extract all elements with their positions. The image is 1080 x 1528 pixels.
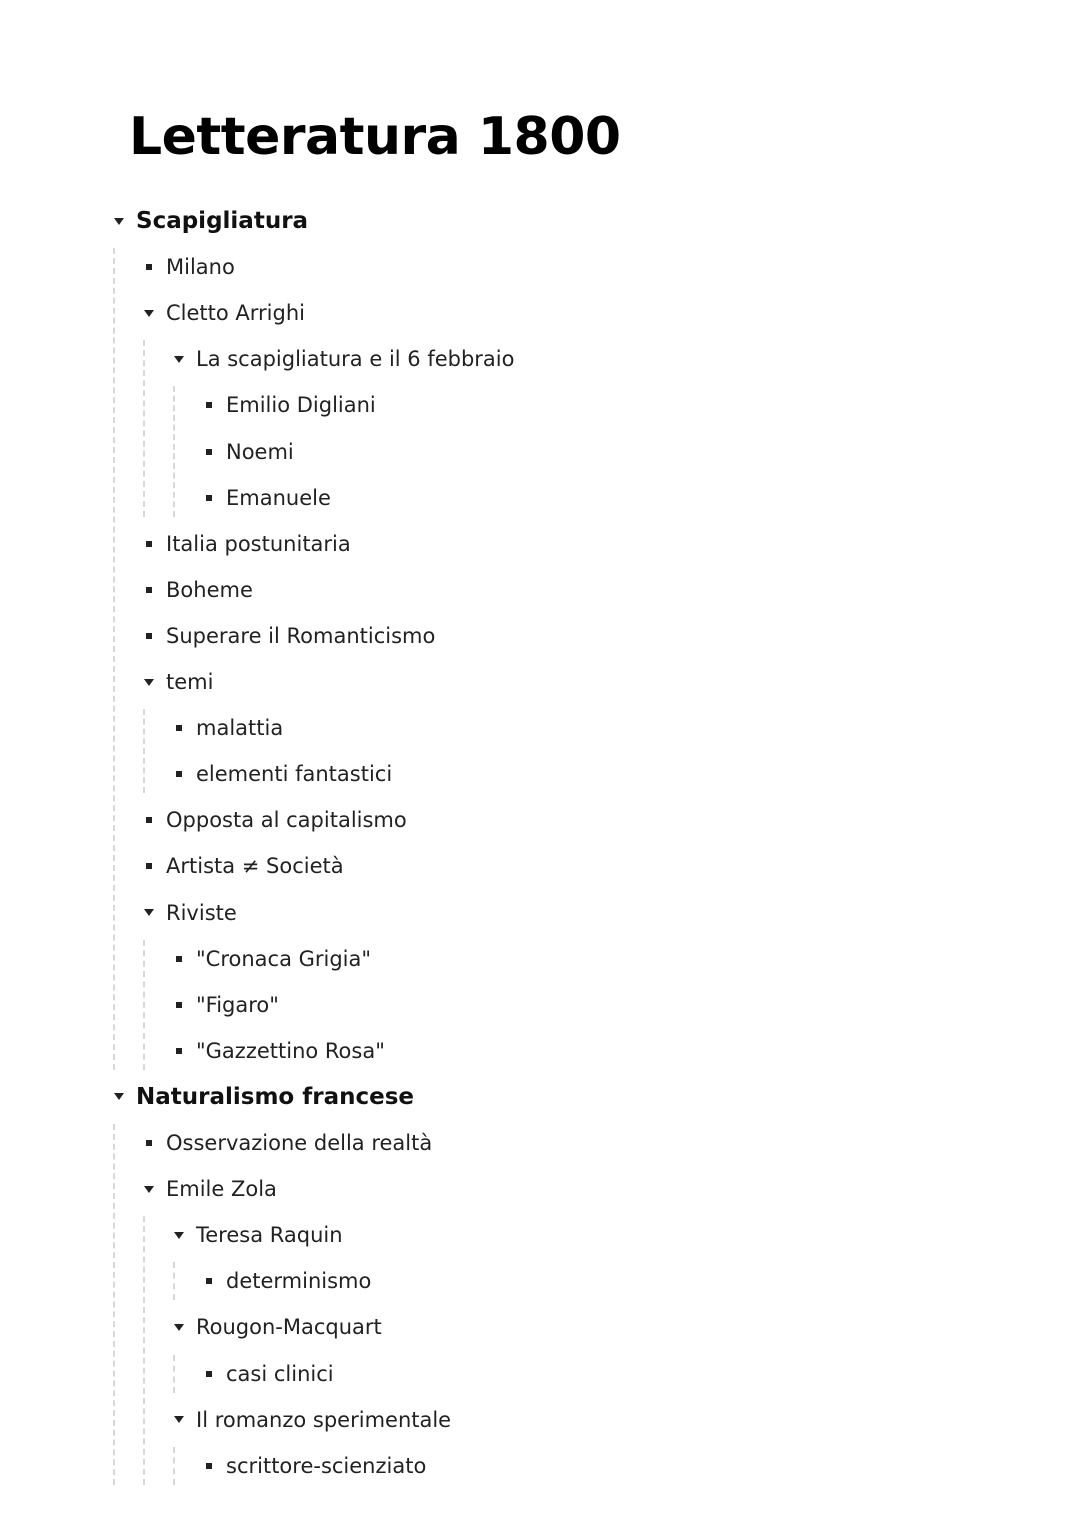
indent-guide-line bbox=[143, 1216, 145, 1485]
bullet-icon bbox=[196, 1443, 226, 1489]
item-label[interactable]: La scapigliatura e il 6 febbraio bbox=[196, 347, 515, 372]
bullet-icon bbox=[136, 244, 166, 290]
collapse-toggle-icon[interactable] bbox=[166, 1212, 196, 1258]
bullet-icon bbox=[196, 429, 226, 475]
indent-guide-line bbox=[143, 340, 145, 516]
triangle-down-icon bbox=[144, 679, 154, 686]
item-label[interactable]: Emile Zola bbox=[166, 1177, 277, 1202]
outline-heading-scapigliatura[interactable] bbox=[106, 198, 308, 244]
triangle-down-icon bbox=[174, 1416, 184, 1423]
outline-heading-naturalismo-francese[interactable] bbox=[106, 1074, 414, 1120]
item-label[interactable]: Emilio Digliani bbox=[226, 393, 376, 418]
indent-guide-line bbox=[173, 1262, 175, 1300]
collapse-toggle-icon[interactable] bbox=[166, 336, 196, 382]
outline-item-emanuele[interactable] bbox=[196, 475, 331, 521]
square-bullet-icon bbox=[206, 449, 212, 455]
collapse-toggle-icon[interactable] bbox=[136, 890, 166, 936]
item-label[interactable]: casi clinici bbox=[226, 1361, 334, 1386]
square-bullet-icon bbox=[146, 817, 152, 823]
item-label[interactable]: scrittore-scienziato bbox=[226, 1453, 427, 1478]
item-label[interactable]: Emanuele bbox=[226, 485, 331, 510]
item-label[interactable]: "Cronaca Grigia" bbox=[196, 946, 372, 971]
collapse-toggle-icon[interactable] bbox=[136, 659, 166, 705]
outline-item-rougon-macquart[interactable] bbox=[166, 1304, 382, 1350]
outline-item-osservazione-della-realt[interactable] bbox=[136, 1120, 432, 1166]
item-label[interactable]: determinismo bbox=[226, 1269, 372, 1294]
square-bullet-icon bbox=[146, 633, 152, 639]
triangle-down-icon bbox=[174, 1232, 184, 1239]
square-bullet-icon bbox=[146, 863, 152, 869]
indent-guide-line bbox=[173, 386, 175, 516]
bullet-icon bbox=[166, 1028, 196, 1074]
bullet-icon bbox=[136, 521, 166, 567]
triangle-down-icon bbox=[144, 1186, 154, 1193]
bullet-icon bbox=[166, 751, 196, 797]
item-label[interactable]: Boheme bbox=[166, 577, 253, 602]
square-bullet-icon bbox=[176, 771, 182, 777]
bullet-icon bbox=[196, 382, 226, 428]
collapse-toggle-icon[interactable] bbox=[166, 1397, 196, 1443]
triangle-down-icon bbox=[144, 310, 154, 317]
item-label[interactable]: Naturalismo francese bbox=[136, 1083, 414, 1110]
outline-item-riviste[interactable] bbox=[136, 890, 237, 936]
square-bullet-icon bbox=[206, 1371, 212, 1377]
outline-item-la-scapigliatura-e-il-6-febbraio[interactable] bbox=[166, 336, 515, 382]
triangle-down-icon bbox=[114, 218, 124, 225]
outline-item-opposta-al-capitalismo[interactable] bbox=[136, 797, 407, 843]
bullet-icon bbox=[166, 936, 196, 982]
square-bullet-icon bbox=[146, 541, 152, 547]
square-bullet-icon bbox=[206, 1463, 212, 1469]
indent-guide-line bbox=[173, 1447, 175, 1485]
triangle-down-icon bbox=[144, 909, 154, 916]
square-bullet-icon bbox=[146, 264, 152, 270]
square-bullet-icon bbox=[176, 1002, 182, 1008]
collapse-toggle-icon[interactable] bbox=[136, 1166, 166, 1212]
item-label[interactable]: Teresa Raquin bbox=[196, 1223, 343, 1248]
item-label[interactable]: elementi fantastici bbox=[196, 762, 393, 787]
indent-guide-line bbox=[113, 1124, 115, 1485]
outline-item-il-romanzo-sperimentale[interactable] bbox=[166, 1397, 451, 1443]
outline-item-cletto-arrighi[interactable] bbox=[136, 290, 305, 336]
outline-item-emilio-digliani[interactable] bbox=[196, 382, 376, 428]
outline-item-scrittore-scienziato[interactable] bbox=[196, 1443, 426, 1489]
collapse-toggle-icon[interactable] bbox=[106, 1074, 136, 1120]
outline-item-superare-il-romanticismo[interactable] bbox=[136, 613, 435, 659]
page-title: Letteratura 1800 bbox=[129, 107, 621, 167]
item-label[interactable]: temi bbox=[166, 670, 214, 694]
outline-item-casi-clinici[interactable] bbox=[196, 1351, 334, 1397]
indent-guide-line bbox=[143, 940, 145, 1070]
item-label[interactable]: Rougon-Macquart bbox=[196, 1315, 382, 1340]
item-label[interactable]: malattia bbox=[196, 716, 284, 741]
triangle-down-icon bbox=[114, 1093, 124, 1100]
item-label[interactable]: Riviste bbox=[166, 900, 237, 925]
bullet-icon bbox=[136, 567, 166, 613]
outline-item-malattia[interactable] bbox=[166, 705, 283, 751]
bullet-icon bbox=[196, 475, 226, 521]
bullet-icon bbox=[136, 613, 166, 659]
triangle-down-icon bbox=[174, 1324, 184, 1331]
item-label[interactable]: Superare il Romanticismo bbox=[166, 623, 436, 648]
bullet-icon bbox=[136, 797, 166, 843]
collapse-toggle-icon[interactable] bbox=[166, 1304, 196, 1350]
outline-item-boheme[interactable] bbox=[136, 567, 253, 613]
collapse-toggle-icon[interactable] bbox=[106, 198, 136, 244]
square-bullet-icon bbox=[146, 1140, 152, 1146]
outline-item-milano[interactable] bbox=[136, 244, 235, 290]
triangle-down-icon bbox=[174, 356, 184, 363]
square-bullet-icon bbox=[176, 956, 182, 962]
item-label[interactable]: Scapigliatura bbox=[136, 208, 309, 234]
outline-item-noemi[interactable] bbox=[196, 429, 294, 475]
square-bullet-icon bbox=[176, 725, 182, 731]
item-label[interactable]: Opposta al capitalismo bbox=[166, 808, 407, 833]
item-label[interactable]: Noemi bbox=[226, 439, 294, 464]
item-label[interactable]: "Gazzettino Rosa" bbox=[196, 1038, 385, 1063]
item-label[interactable]: Italia postunitaria bbox=[166, 531, 351, 556]
bullet-icon bbox=[136, 1120, 166, 1166]
square-bullet-icon bbox=[206, 1278, 212, 1284]
square-bullet-icon bbox=[146, 587, 152, 593]
item-label[interactable]: Il romanzo sperimentale bbox=[196, 1407, 452, 1432]
outline-item-teresa-raquin[interactable] bbox=[166, 1212, 343, 1258]
outline-item-figaro[interactable] bbox=[166, 982, 279, 1028]
outline-item-gazzettino-rosa[interactable] bbox=[166, 1028, 385, 1074]
outline-item-determinismo[interactable] bbox=[196, 1258, 371, 1304]
outline-item-artista-societ[interactable] bbox=[136, 843, 344, 889]
square-bullet-icon bbox=[206, 495, 212, 501]
collapse-toggle-icon[interactable] bbox=[136, 290, 166, 336]
item-label[interactable]: "Figaro" bbox=[196, 992, 279, 1017]
item-label[interactable]: Milano bbox=[166, 255, 235, 280]
outline-item-italia-postunitaria[interactable] bbox=[136, 521, 351, 567]
outline-item-cronaca-grigia[interactable] bbox=[166, 936, 371, 982]
outline-item-temi[interactable] bbox=[136, 659, 213, 705]
indent-guide-line bbox=[143, 709, 145, 793]
bullet-icon bbox=[136, 843, 166, 889]
bullet-icon bbox=[166, 982, 196, 1028]
indent-guide-line bbox=[173, 1355, 175, 1393]
bullet-icon bbox=[166, 705, 196, 751]
item-label[interactable]: Osservazione della realtà bbox=[166, 1131, 433, 1155]
outline-item-emile-zola[interactable] bbox=[136, 1166, 277, 1212]
item-label[interactable]: Cletto Arrighi bbox=[166, 301, 305, 326]
square-bullet-icon bbox=[176, 1048, 182, 1054]
outline-item-elementi-fantastici[interactable] bbox=[166, 751, 392, 797]
square-bullet-icon bbox=[206, 402, 212, 408]
item-label[interactable]: Artista ≠ Società bbox=[166, 854, 344, 879]
bullet-icon bbox=[196, 1258, 226, 1304]
indent-guide-line bbox=[113, 248, 115, 1070]
bullet-icon bbox=[196, 1351, 226, 1397]
